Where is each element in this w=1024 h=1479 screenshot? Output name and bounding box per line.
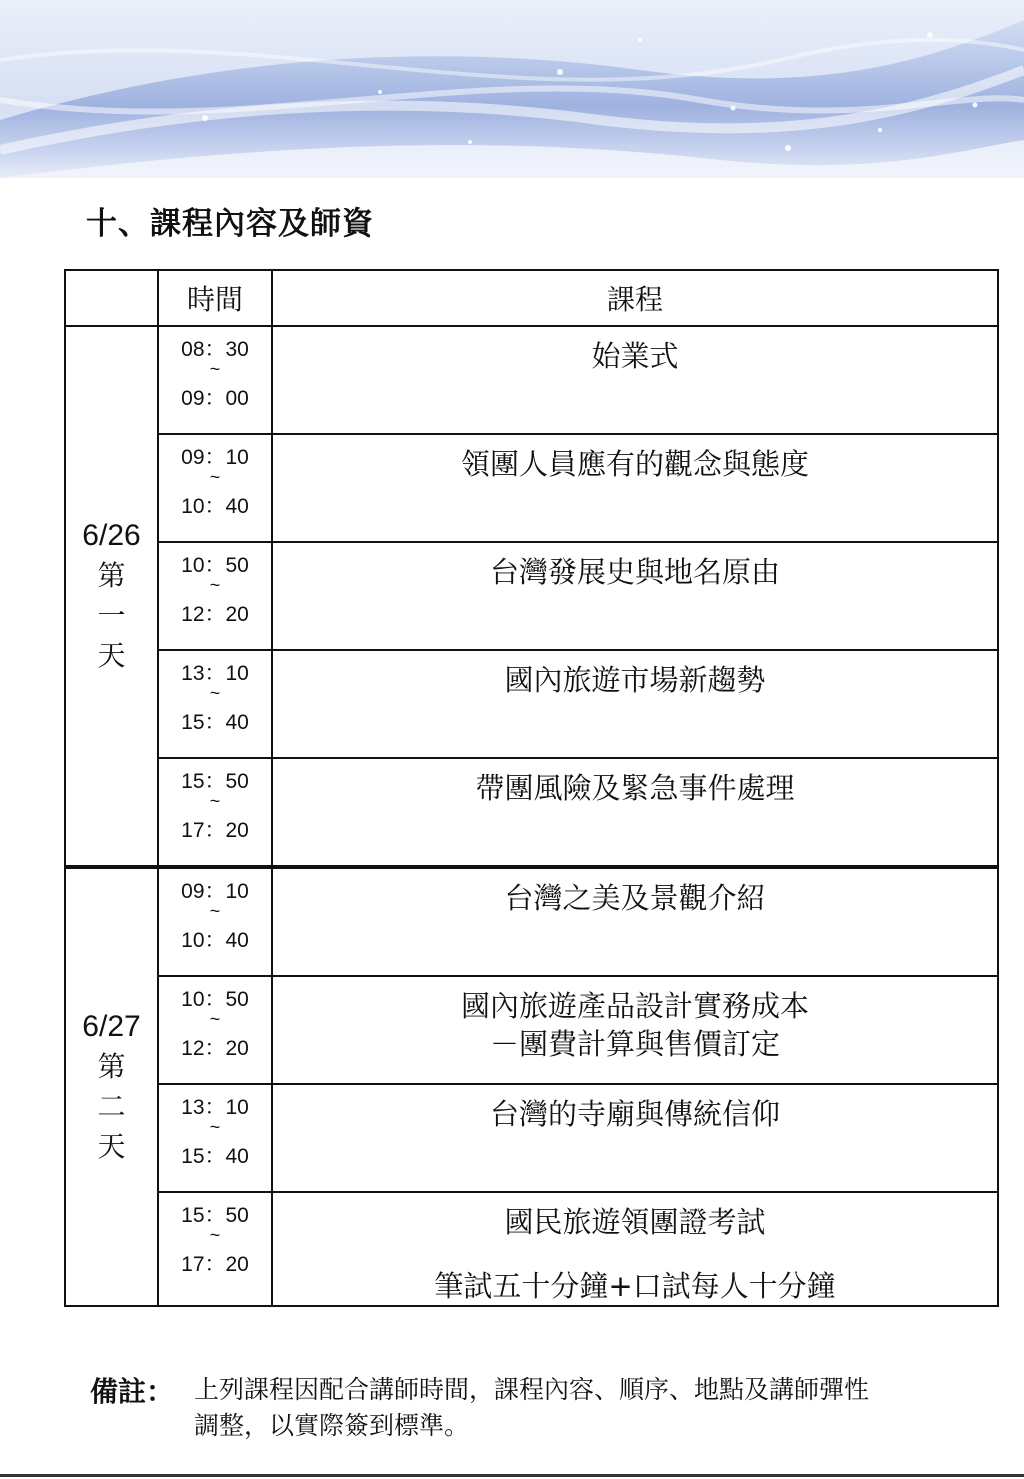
time-cell <box>158 1084 272 1192</box>
course-title: 始業式 <box>591 339 679 373</box>
day-label-char: 天 <box>97 1130 126 1163</box>
time-start: 09：10 <box>181 880 249 903</box>
time-start: 15：50 <box>181 1204 249 1227</box>
course-cell <box>272 867 998 976</box>
course-title: 台灣之美及景觀介紹 <box>504 881 766 915</box>
remark-label: 備註： <box>90 1375 175 1408</box>
table-header-row <box>65 270 998 326</box>
course-title: 帶團風險及緊急事件處理 <box>475 771 795 805</box>
course-title: 台灣的寺廟與傳統信仰 <box>489 1097 780 1131</box>
course-schedule-table <box>64 269 999 1307</box>
table-row <box>65 867 998 976</box>
table-row <box>65 758 998 867</box>
time-tilde: ~ <box>209 359 221 379</box>
header-banner <box>0 0 1024 178</box>
course-cell <box>272 1192 998 1306</box>
time-end: 12：20 <box>181 603 249 626</box>
time-start: 10：50 <box>181 554 249 577</box>
remark-line-2: 調整，以實際簽到標準。 <box>194 1411 470 1440</box>
day-label-char: 二 <box>97 1090 126 1123</box>
time-tilde: ~ <box>209 683 221 703</box>
remark-text <box>194 1372 1014 1444</box>
day-cell-1 <box>65 326 158 867</box>
time-cell <box>158 976 272 1084</box>
time-tilde: ~ <box>209 1117 221 1137</box>
time-tilde: ~ <box>209 1225 221 1245</box>
course-title: 台灣發展史與地名原由 <box>489 555 780 589</box>
table-row <box>65 1084 998 1192</box>
time-end: 10：40 <box>181 495 249 518</box>
course-note: 筆試五十分鐘+口試每人十分鐘 <box>434 1269 836 1303</box>
time-end: 15：40 <box>181 1145 249 1168</box>
time-cell <box>158 867 272 976</box>
time-tilde: ~ <box>209 791 221 811</box>
time-start: 10：50 <box>181 988 249 1011</box>
header-course: 課程 <box>272 270 998 326</box>
time-tilde: ~ <box>209 575 221 595</box>
time-cell <box>158 1192 272 1306</box>
section-title: 十、課程內容及師資 <box>86 206 374 242</box>
day-label-char: 第 <box>97 1050 126 1083</box>
time-cell <box>158 758 272 867</box>
course-title: 國內旅遊市場新趨勢 <box>504 663 766 697</box>
footer-divider <box>0 1474 1024 1477</box>
time-end: 12：20 <box>181 1037 249 1060</box>
time-tilde: ~ <box>209 467 221 487</box>
time-start: 15：50 <box>181 770 249 793</box>
course-title: 領團人員應有的觀念與態度 <box>460 447 809 481</box>
course-cell <box>272 758 998 867</box>
time-end: 15：40 <box>181 711 249 734</box>
time-cell <box>158 650 272 758</box>
table-row <box>65 976 998 1084</box>
table-row <box>65 326 998 434</box>
header-time: 時間 <box>158 270 272 326</box>
time-start: 13：10 <box>181 1096 249 1119</box>
day-date: 6/27 <box>82 1010 141 1043</box>
time-cell <box>158 434 272 542</box>
table-row <box>65 434 998 542</box>
course-title: 國民旅遊領團證考試 <box>504 1205 766 1239</box>
day-label-char: 一 <box>97 599 126 632</box>
day-cell-2 <box>65 867 158 1306</box>
time-end: 17：20 <box>181 819 249 842</box>
time-start: 09：10 <box>181 446 249 469</box>
time-start: 08：30 <box>181 338 249 361</box>
table-row <box>65 650 998 758</box>
course-cell <box>272 976 998 1084</box>
course-cell <box>272 542 998 650</box>
banner-swirl-graphic <box>0 0 1024 178</box>
time-cell <box>158 542 272 650</box>
remark-line-1: 上列課程因配合講師時間，課程內容、順序、地點及講師彈性 <box>194 1375 870 1404</box>
time-tilde: ~ <box>209 1009 221 1029</box>
course-title: 國內旅遊產品設計實務成本 <box>460 989 809 1023</box>
course-cell <box>272 326 998 434</box>
time-end: 09：00 <box>181 387 249 410</box>
table-row <box>65 1192 998 1306</box>
day-date: 6/26 <box>82 519 141 552</box>
course-cell <box>272 650 998 758</box>
header-day-blank <box>65 270 158 326</box>
course-cell <box>272 434 998 542</box>
time-tilde: ~ <box>209 901 221 921</box>
table-row <box>65 542 998 650</box>
time-start: 13：10 <box>181 662 249 685</box>
day-label-char: 天 <box>97 639 126 672</box>
time-end: 17：20 <box>181 1253 249 1276</box>
course-cell <box>272 1084 998 1192</box>
time-cell <box>158 326 272 434</box>
day-label-char: 第 <box>97 559 126 592</box>
time-end: 10：40 <box>181 929 249 952</box>
course-title-line2: －團費計算與售價訂定 <box>489 1027 780 1061</box>
